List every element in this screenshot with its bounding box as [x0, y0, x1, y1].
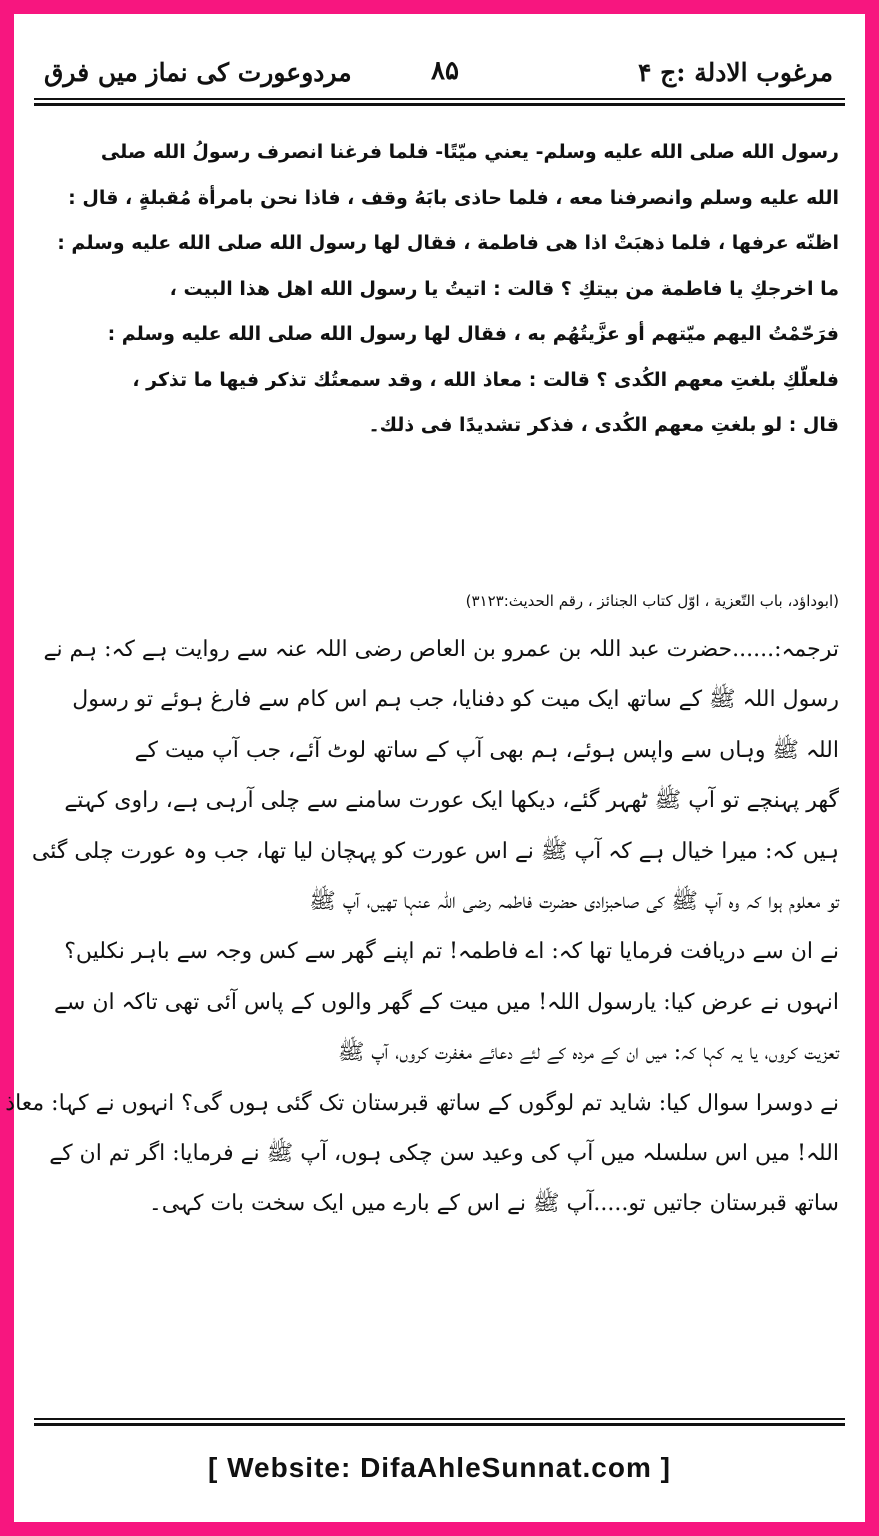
header-rule-bottom [34, 103, 845, 106]
chapter-title: مردوعورت کی نماز میں فرق [44, 58, 352, 87]
arabic-line: قال : لو بلغتِ معهم الكُدى ، فذكر تشديدًا فى ذلك۔ [368, 414, 839, 436]
urdu-line: تعزیت کروں، یا یہ کہا کہ: میں ان کے مردہ کے لئے دعائے مغفرت کروں، آپ ﷺ [337, 1040, 839, 1066]
arabic-line: اظنّه عرفها ، فلما ذهبَتْ اذا هى فاطمة ، فقال لها رسول الله صلى الله عليه وسلم : [57, 232, 839, 254]
urdu-line: ساتھ قبرستان جاتیں تو.....آپ ﷺ نے اس کے بارے میں ایک سخت بات کہی۔ [148, 1191, 839, 1217]
website-footer: [ Website: DifaAhleSunnat.com ] [208, 1452, 671, 1483]
footer-rule-top [34, 1418, 845, 1420]
header-rule-top [34, 98, 845, 100]
arabic-line: رسول الله صلى الله عليه وسلم- يعني ميّتًا- فلما فرغنا انصرف رسولُ الله صلى [100, 141, 839, 163]
book-title: مرغوب الادلة :ج ۴ [638, 58, 833, 87]
arabic-line: فلعلّكِ بلغتِ معهم الكُدى ؟ قالت : معاذ الله ، وقد سمعتُك تذكر فيها ما تذكر ، [132, 368, 839, 391]
page-number: ۸۵ [431, 56, 459, 86]
arabic-line: ما اخرجكِ يا فاطمة من بيتكِ ؟ قالت : اتيتُ يا رسول الله اهل هذا البيت ، [169, 277, 839, 300]
urdu-line: اللہ ﷺ وہاں سے واپس ہوئے، ہم بھی آپ کے ساتھ لوٹ آئے، جب آپ میت کے [134, 737, 839, 763]
urdu-line: نے ان سے دریافت فرمایا تھا کہ: اے فاطمہ! تم اپنے گھر سے کس وجہ سے باہر نکلیں؟ [64, 939, 839, 965]
urdu-line: انہوں نے عرض کیا: یارسول اللہ! میں میت کے گھر والوں کے پاس آئی تھی تاکہ ان سے [54, 989, 839, 1015]
footer-rule-bottom [34, 1423, 845, 1426]
urdu-line: اللہ! میں اس سلسلہ میں آپ کی وعید سن چکی ہوں، آپ ﷺ نے فرمایا: اگر تم ان کے [49, 1141, 839, 1167]
urdu-line: ہیں کہ: میرا خیال ہے کہ آپ ﷺ نے اس عورت کو پہچان لیا تھا، جب وہ عورت چلی گئی [31, 838, 839, 864]
urdu-line: نے دوسرا سوال کیا: شاید تم لوگوں کے ساتھ قبرستان تک گئی ہوں گی؟ انہوں نے کہا: معاذ [5, 1090, 839, 1116]
page-header [36, 50, 843, 100]
arabic-hadith-text [40, 130, 839, 449]
hadith-reference: (ابوداؤد، باب التّعزية ، اوّل كتاب الجنائز ، رقم الحديث:۳۱۲۳) [465, 592, 839, 610]
urdu-line: گھر پہنچے تو آپ ﷺ ٹھہر گئے، دیکھا ایک عورت سامنے سے چلی آرہی ہے، راوی کہتے [64, 788, 839, 814]
urdu-translation [5, 625, 839, 1230]
arabic-line: الله عليه وسلم وانصرفنا معه ، فلما حاذى بابَهُ وقف ، فاذا نحن بامرأة مُقبلةٍ ، قال : [68, 186, 839, 209]
urdu-line: رسول اللہ ﷺ کے ساتھ ایک میت کو دفنایا، جب ہم اس کام سے فارغ ہوئے تو رسول [72, 687, 839, 713]
urdu-line: ترجمہ:......حضرت عبد اللہ بن عمرو بن العاص رضی اللہ عنہ سے روایت ہے کہ: ہم نے [43, 637, 839, 662]
arabic-line: فرَحّمْتُ اليهم ميّتهم أو عزَّيتُهُم به ، فقال لها رسول الله صلى الله عليه وسلم : [107, 323, 839, 345]
page [5, 14, 865, 1522]
urdu-line: تو معلوم ہوا کہ وہ آپ ﷺ کی صاحبزادی حضرت فاطمہ رضی اللہ عنہا تھیں، آپ ﷺ [309, 889, 839, 915]
